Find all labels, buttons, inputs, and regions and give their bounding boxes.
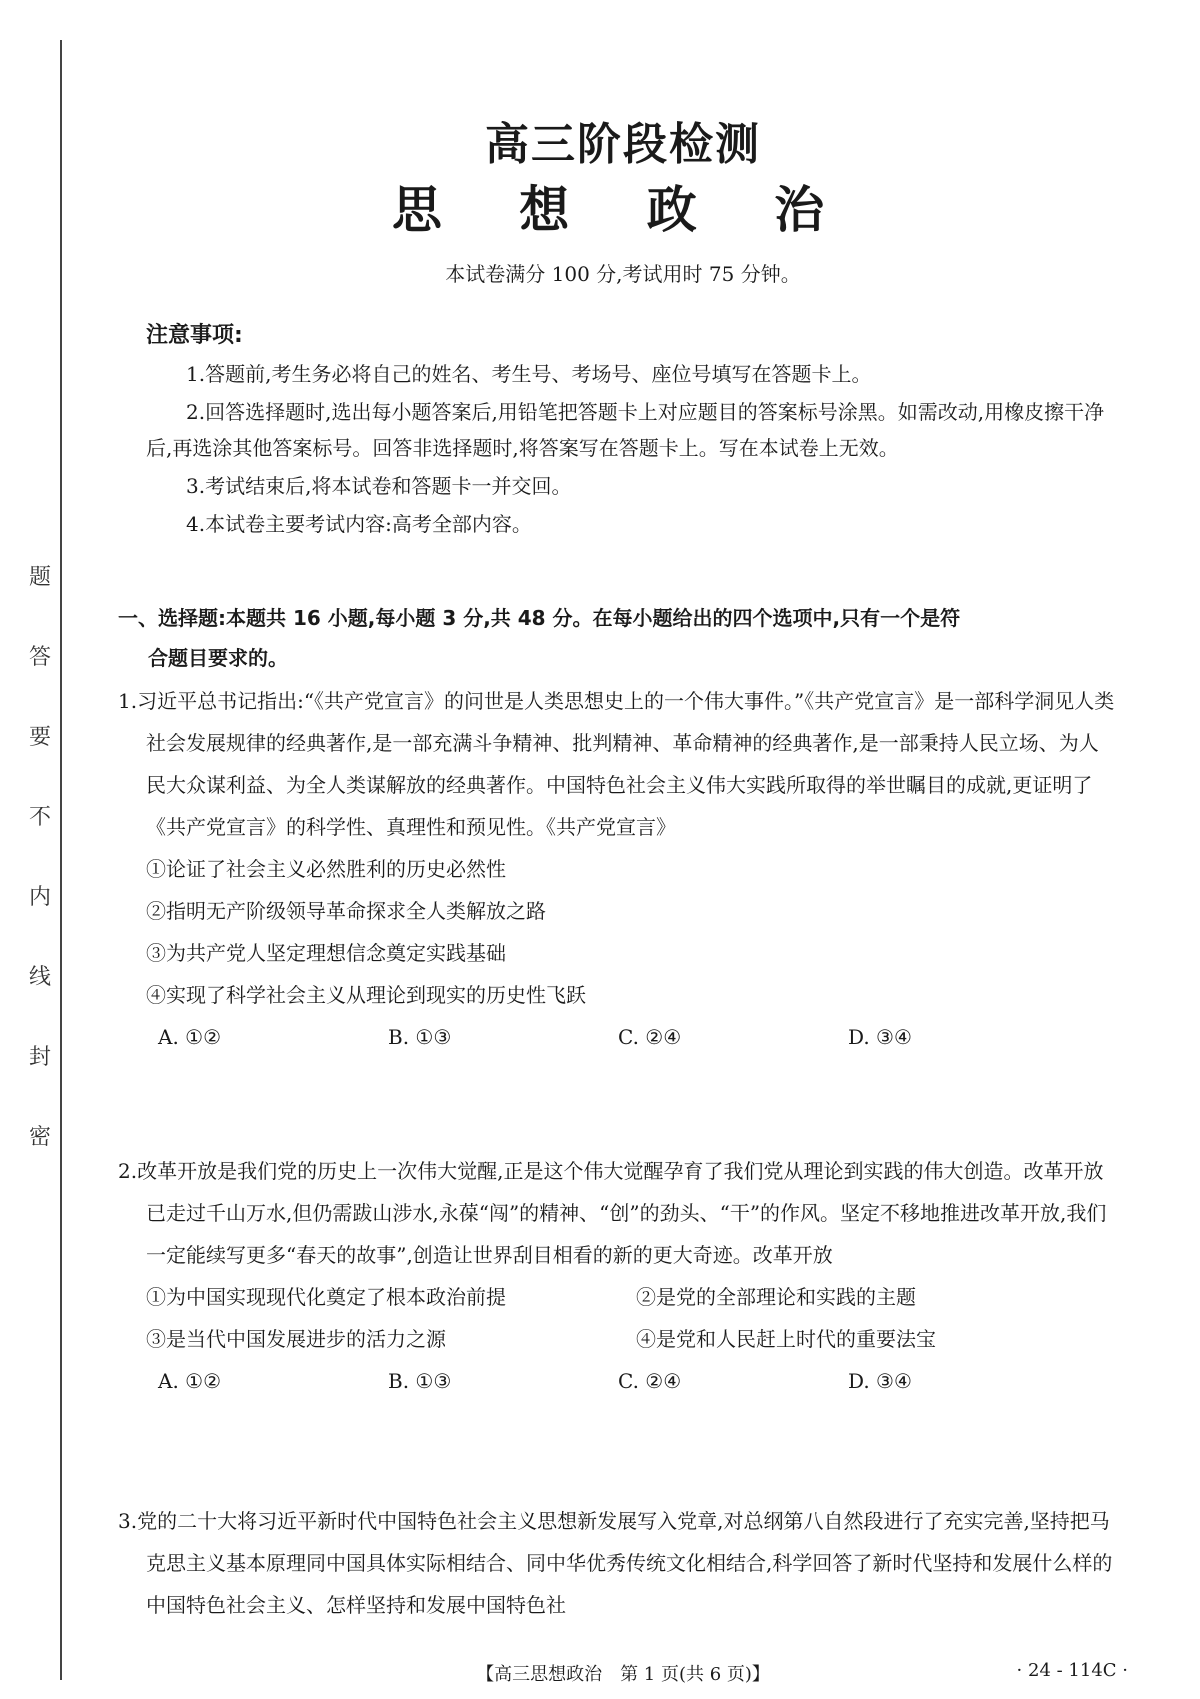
binding-char: 题 (28, 565, 51, 590)
answer-choices (118, 1016, 1118, 1058)
statement-option: ④实现了科学社会主义从理论到现实的历史性飞跃 (146, 983, 586, 1007)
notice-item: 4.本试卷主要考试内容:高考全部内容。 (186, 512, 532, 536)
statement-option: ②指明无产阶级领导革命探求全人类解放之路 (146, 899, 546, 923)
exam-title: 高三阶段检测 (485, 119, 761, 170)
choice-d: D. ③④ (848, 1025, 912, 1049)
notice-item: 1.答题前,考生务必将自己的姓名、考生号、考场号、座位号填写在答题卡上。 (186, 362, 872, 386)
choice-b: B. ①③ (388, 1025, 452, 1049)
page-footer: 【高三思想政治 第 1 页(共 6 页)】 (476, 1664, 770, 1685)
statement-option: ①论证了社会主义必然胜利的历史必然性 (146, 857, 506, 881)
statement-option: ④是党和人民赶上时代的重要法宝 (636, 1327, 936, 1351)
question-3 (118, 1500, 1118, 1626)
choice-a: A. ①② (158, 1369, 222, 1393)
question-stem: 1.习近平总书记指出:“《共产党宣言》的问世是人类思想史上的一个伟大事件。”《共产党宣言》是一部科学洞见人类社会发展规律的经典著作,是一部充满斗争精神、批判精神、革命精神的经典著作,是一部秉持人民立场、为人民大众谋利益、为全人类谋解放的经典著作。中国特色社会主义伟大实践所取得的举世瞩目的成就,更证明了《共产党宣言》的科学性、真理性和预见性。《共产党宣言》 (118, 689, 1115, 839)
question-stem: 2.改革开放是我们党的历史上一次伟大觉醒,正是这个伟大觉醒孕育了我们党从理论到实践的伟大创造。改革开放已走过千山万水,但仍需跋山涉水,永葆“闯”的精神、“创”的劲头、“干”的作风。坚定不移地推进改革开放,我们一定能续写更多“春天的故事”,创造让世界刮目相看的新的更大奇迹。改革开放 (118, 1159, 1107, 1267)
statement-option: ①为中国实现现代化奠定了根本政治前提 (146, 1285, 506, 1309)
choice-d: D. ③④ (848, 1369, 912, 1393)
notice-list (146, 356, 1106, 544)
exam-code: · 24 - 114C · (1016, 1660, 1128, 1681)
question-2 (118, 1150, 1118, 1402)
statement-option: ②是党的全部理论和实践的主题 (636, 1285, 916, 1309)
section-heading-line2: 合题目要求的。 (148, 646, 288, 670)
binding-warning (20, 560, 60, 1200)
section-heading-line1: 一、选择题:本题共 16 小题,每小题 3 分,共 48 分。在每小题给出的四个选项中,只有一个是符 (118, 606, 961, 630)
notice-item: 2.回答选择题时,选出每小题答案后,用铅笔把答题卡上对应题目的答案标号涂黑。如需改动,用橡皮擦干净后,再选涂其他答案标号。回答非选择题时,将答案写在答题卡上。写在本试卷上无效。 (146, 400, 1105, 460)
binding-line (60, 40, 62, 1680)
question-stem: 3.党的二十大将习近平新时代中国特色社会主义思想新发展写入党章,对总纲第八自然段进行了充实完善,坚持把马克思主义基本原理同中国具体实际相结合、同中华优秀传统文化相结合,科学回答了新时代坚持和发展什么样的中国特色社会主义、怎样坚持和发展中国特色社 (118, 1509, 1113, 1617)
exam-info: 本试卷满分 100 分,考试用时 75 分钟。 (445, 262, 801, 286)
binding-char: 答 (28, 645, 51, 670)
binding-char: 不 (28, 805, 51, 830)
answer-choices (118, 1360, 1118, 1402)
choice-a: A. ①② (158, 1025, 222, 1049)
statement-options (118, 1276, 1118, 1360)
binding-char: 封 (28, 1045, 51, 1070)
binding-char: 要 (28, 725, 51, 750)
binding-char: 线 (28, 965, 51, 990)
choice-c: C. ②④ (618, 1025, 682, 1049)
exam-subject: 思 想 政 治 (391, 181, 855, 239)
statement-option: ③是当代中国发展进步的活力之源 (146, 1327, 446, 1351)
choice-c: C. ②④ (618, 1369, 682, 1393)
section-heading (118, 598, 1118, 678)
question-1 (118, 680, 1118, 1058)
binding-char: 密 (28, 1125, 51, 1150)
statement-option: ③为共产党人坚定理想信念奠定实践基础 (146, 941, 506, 965)
choice-b: B. ①③ (388, 1369, 452, 1393)
notice-item: 3.考试结束后,将本试卷和答题卡一并交回。 (186, 474, 572, 498)
notice-title: 注意事项: (146, 323, 243, 348)
binding-char: 内 (28, 885, 51, 910)
